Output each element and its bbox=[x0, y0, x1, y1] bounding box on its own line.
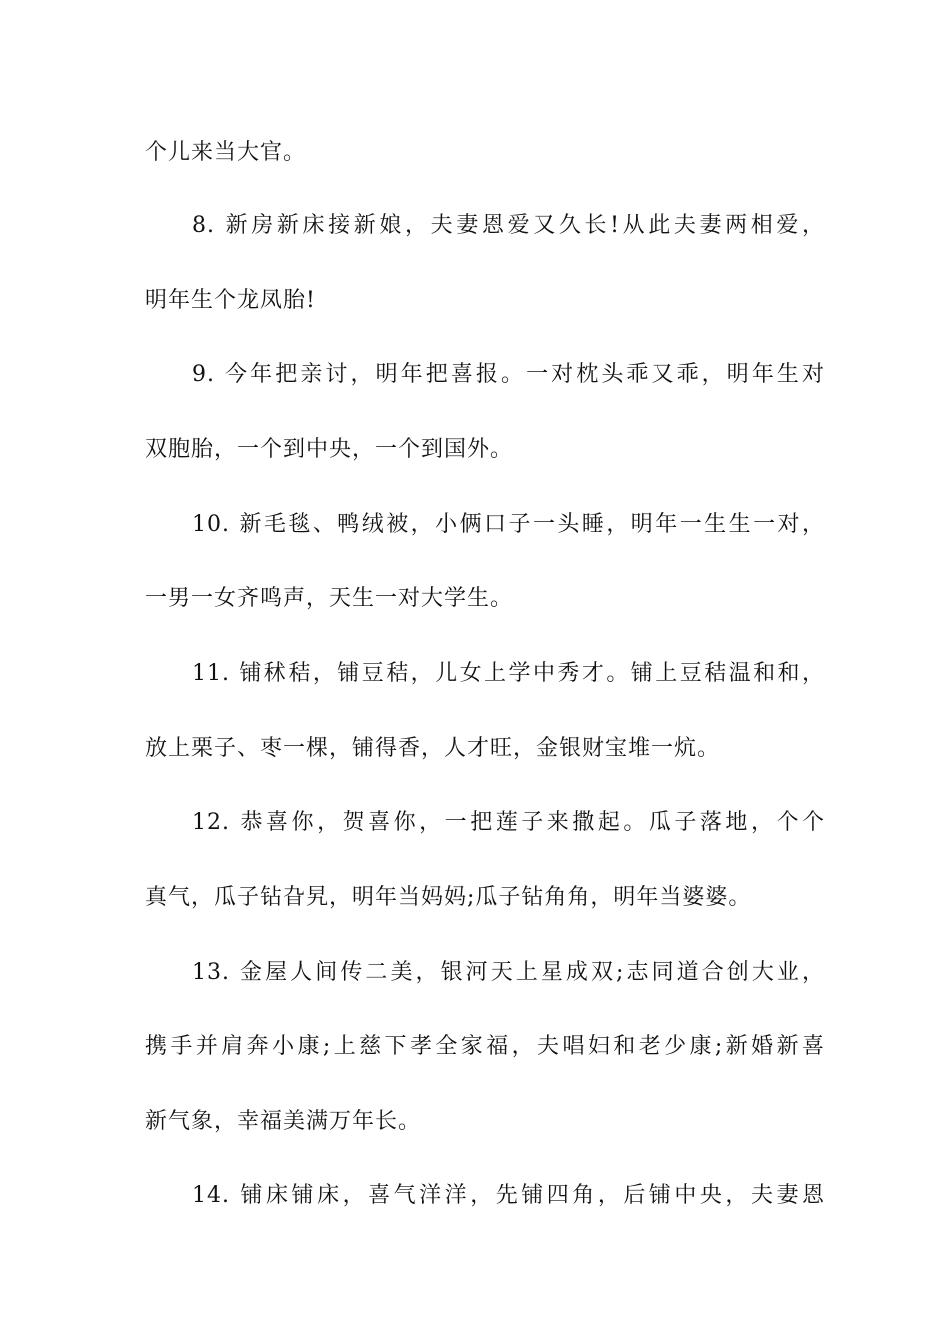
text-line: 一男一女齐鸣声，天生一对大学生。 bbox=[145, 586, 514, 611]
text-line: 个儿来当大官。 bbox=[145, 140, 307, 165]
text-line: 放上栗子、枣一棵，铺得香，人才旺，金银财宝堆一炕。 bbox=[145, 736, 721, 761]
text-line: 13. 金屋人间传二美，银河天上星成双;志同道合创大业， bbox=[192, 960, 825, 985]
text-line: 双胞胎，一个到中央，一个到国外。 bbox=[145, 437, 514, 462]
text-line: 真气，瓜子钻旮旯，明年当妈妈;瓜子钻角角，明年当婆婆。 bbox=[145, 885, 752, 910]
text-line: 明年生个龙凤胎! bbox=[145, 288, 316, 313]
text-line: 10. 新毛毯、鸭绒被，小俩口子一头睡，明年一生生一对， bbox=[192, 512, 825, 537]
text-line: 8. 新房新床接新娘，夫妻恩爱又久长!从此夫妻两相爱， bbox=[192, 213, 825, 238]
text-line: 携手并肩奔小康;上慈下孝全家福，夫唱妇和老少康;新婚新喜 bbox=[145, 1034, 825, 1059]
text-line: 新气象，幸福美满万年长。 bbox=[145, 1109, 422, 1134]
text-line: 9. 今年把亲讨，明年把喜报。一对枕头乖又乖，明年生对 bbox=[192, 362, 825, 387]
text-line: 11. 铺秫秸，铺豆秸，儿女上学中秀才。铺上豆秸温和和， bbox=[192, 661, 825, 686]
text-line: 12. 恭喜你，贺喜你，一把莲子来撒起。瓜子落地，个个 bbox=[192, 810, 825, 835]
text-line: 14. 铺床铺床，喜气洋洋，先铺四角，后铺中央，夫妻恩 bbox=[192, 1183, 825, 1208]
